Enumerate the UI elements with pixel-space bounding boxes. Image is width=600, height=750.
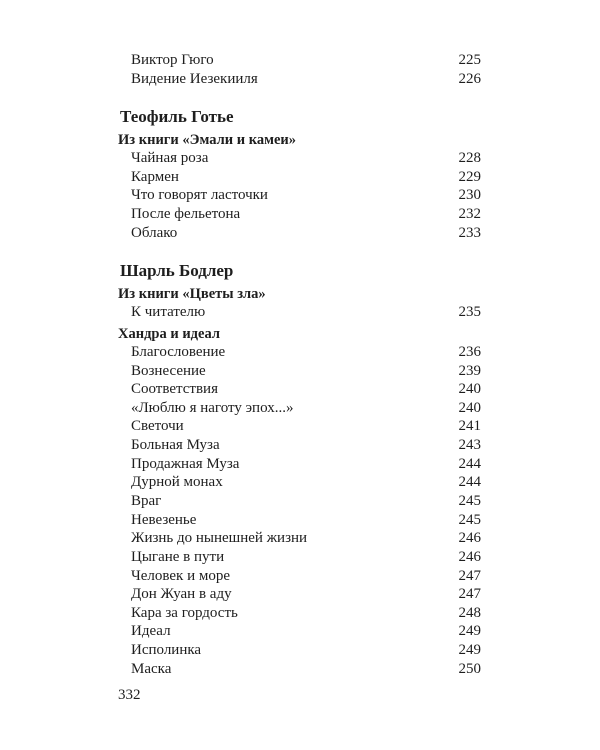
toc-entry xyxy=(131,455,481,474)
entry-page: 247 xyxy=(458,568,481,584)
entry-page: 241 xyxy=(458,418,481,434)
entry-page: 244 xyxy=(458,474,481,490)
entry-page: 232 xyxy=(458,206,481,222)
toc-entry xyxy=(131,492,481,511)
entry-title: Дурной монах xyxy=(131,474,223,490)
entry-page: 240 xyxy=(458,381,481,397)
toc-entry xyxy=(131,168,481,187)
toc-entry xyxy=(131,51,481,70)
entry-title: Чайная роза xyxy=(131,150,209,166)
entry-title: После фельетона xyxy=(131,206,241,222)
toc-entry xyxy=(131,205,481,224)
entry-title: Дон Жуан в аду xyxy=(131,586,232,602)
toc-entry xyxy=(131,641,481,660)
entry-title: Враг xyxy=(131,493,162,509)
entry-page: 240 xyxy=(458,400,481,416)
entry-title: Цыгане в пути xyxy=(131,549,225,565)
toc-entry xyxy=(131,70,481,89)
entry-page: 247 xyxy=(458,586,481,602)
toc-entry xyxy=(131,529,481,548)
entry-title: Видение Иезекииля xyxy=(131,71,258,87)
entry-title: Облако xyxy=(131,225,178,241)
part-heading: Хандра и идеал xyxy=(118,326,220,342)
entry-title: Человек и море xyxy=(131,568,231,584)
entry-page: 226 xyxy=(458,71,481,87)
entry-title: «Люблю я наготу эпох...» xyxy=(131,400,294,416)
entry-title: Невезенье xyxy=(131,512,197,528)
page-number: 332 xyxy=(118,687,141,703)
entry-page: 249 xyxy=(458,642,481,658)
entry-title: Соответствия xyxy=(131,381,218,397)
toc-entry xyxy=(131,380,481,399)
author-heading-baudelaire: Шарль Бодлер xyxy=(120,261,234,280)
entry-title: Что говорят ласточки xyxy=(131,187,268,203)
toc-entry xyxy=(131,224,481,243)
entry-page: 246 xyxy=(458,530,481,546)
toc-entry xyxy=(131,604,481,623)
entry-title: К читателю xyxy=(131,304,206,320)
entry-title: Идеал xyxy=(131,623,171,639)
entry-page: 225 xyxy=(458,52,481,68)
toc-entry xyxy=(131,511,481,530)
entry-title: Благословение xyxy=(131,344,226,360)
entry-page: 233 xyxy=(458,225,481,241)
entry-page: 235 xyxy=(458,304,481,320)
toc-entry xyxy=(131,186,481,205)
toc-entry xyxy=(131,149,481,168)
entry-page: 249 xyxy=(458,623,481,639)
toc-entry xyxy=(131,343,481,362)
entry-title: Жизнь до нынешней жизни xyxy=(131,530,308,546)
toc-entry xyxy=(131,362,481,381)
book-heading-baudelaire: Из книги «Цветы зла» xyxy=(118,286,266,302)
entry-page: 236 xyxy=(458,344,481,360)
entry-title: Кара за гордость xyxy=(131,605,238,621)
entry-page: 230 xyxy=(458,187,481,203)
entry-title: Вознесение xyxy=(131,363,206,379)
entry-page: 239 xyxy=(458,363,481,379)
toc-entry xyxy=(131,567,481,586)
entry-page: 245 xyxy=(458,512,481,528)
toc-entry xyxy=(131,399,481,418)
entry-title: Маска xyxy=(131,661,172,677)
toc-entry xyxy=(131,303,481,322)
entry-title: Продажная Муза xyxy=(131,456,240,472)
toc-entry xyxy=(131,417,481,436)
toc-entry xyxy=(131,622,481,641)
entry-page: 250 xyxy=(458,661,481,677)
toc-entry xyxy=(131,473,481,492)
entry-title: Больная Муза xyxy=(131,437,220,453)
entry-page: 248 xyxy=(458,605,481,621)
entry-page: 246 xyxy=(458,549,481,565)
toc-entry xyxy=(131,436,481,455)
entry-page: 229 xyxy=(458,169,481,185)
entry-page: 243 xyxy=(458,437,481,453)
entry-title: Исполинка xyxy=(131,642,202,658)
entry-title: Виктор Гюго xyxy=(131,52,214,68)
entry-title: Светочи xyxy=(131,418,184,434)
entry-page: 245 xyxy=(458,493,481,509)
author-heading-gautier: Теофиль Готье xyxy=(120,107,234,126)
toc-entry xyxy=(131,585,481,604)
toc-entry xyxy=(131,660,481,679)
entry-title: Кармен xyxy=(131,169,179,185)
entry-page: 244 xyxy=(458,456,481,472)
book-heading-gautier: Из книги «Эмали и камеи» xyxy=(118,132,296,148)
entry-page: 228 xyxy=(458,150,481,166)
toc-entry xyxy=(131,548,481,567)
